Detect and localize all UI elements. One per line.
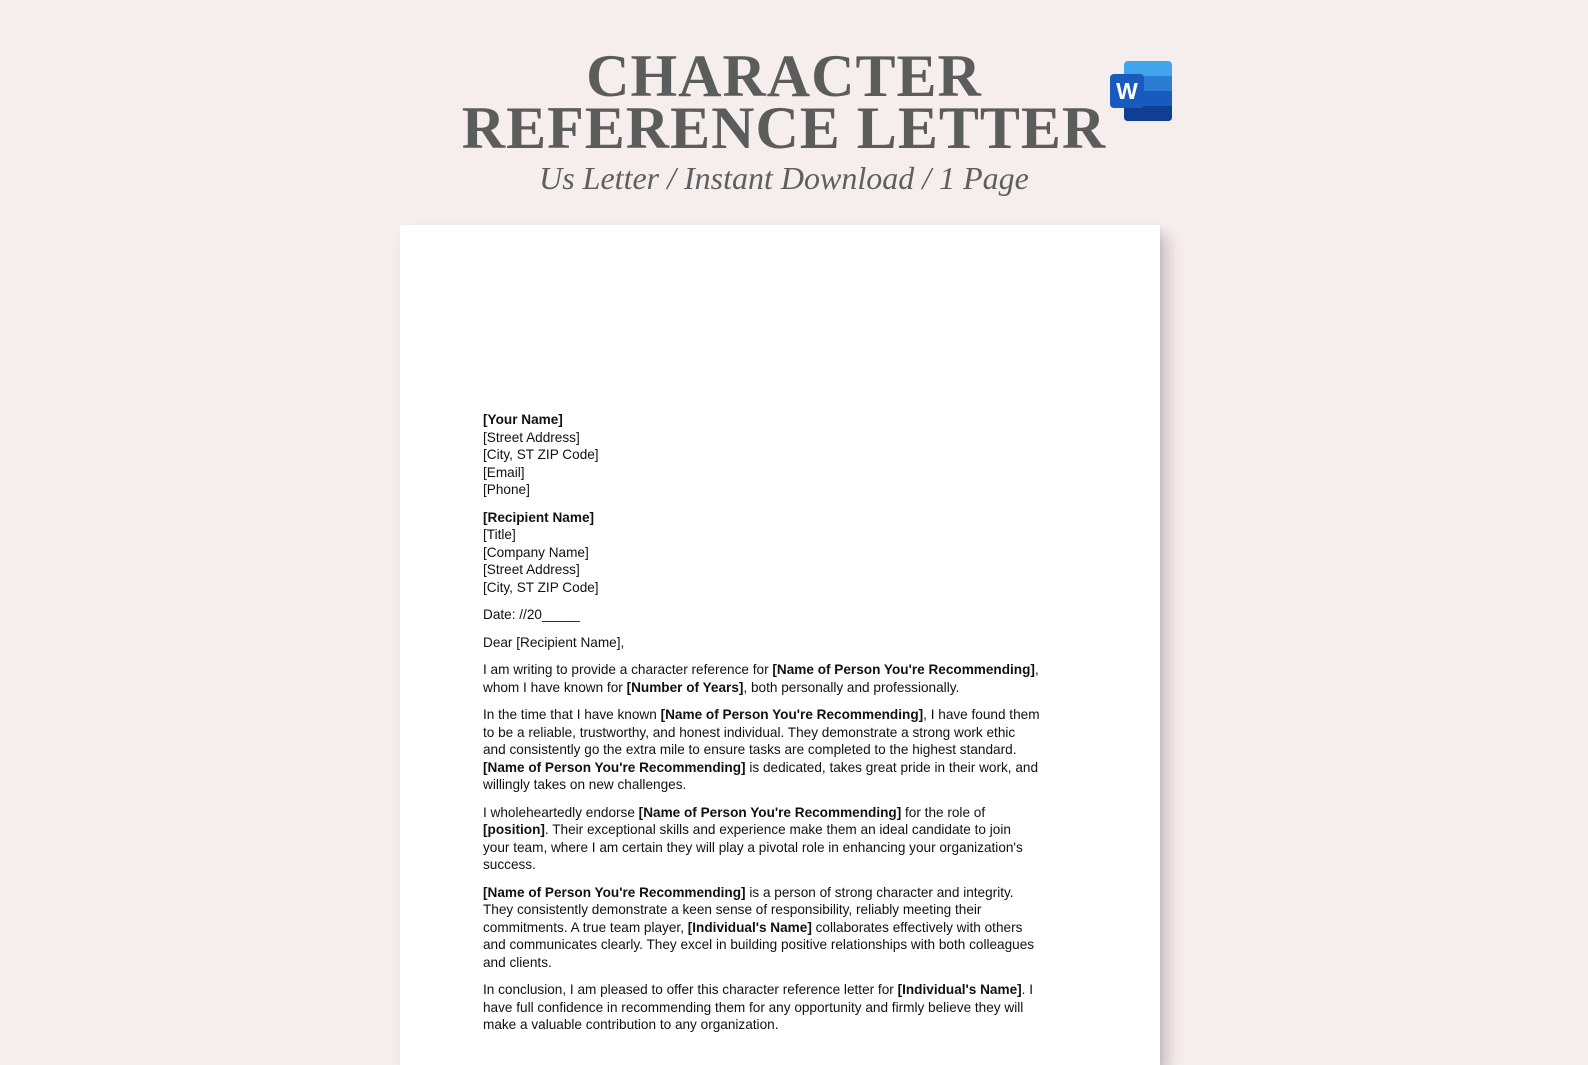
subtitle: Us Letter / Instant Download / 1 Page [539,160,1029,196]
date-line: Date: /​/20_____ [483,607,580,622]
text: , both personally and professionally. [743,679,960,695]
placeholder-years: [Number of Years] [626,679,744,695]
placeholder-name: [Name of Person You're Recommending] [772,662,1035,677]
text: have full confidence in recommending them for any opportunity and firmly believe they will [483,999,1024,1015]
text: . I [1021,982,1034,997]
text: They consistently demonstrate a keen sense of responsibility, reliably meeting their [483,902,982,917]
paragraph-5 [483,981,1083,1034]
text: for the role of [901,804,986,820]
text: and communicates clearly. They excel in building positive relationships with both colleagues [483,937,1035,952]
text: is a person of strong character and integrity. [745,884,1014,900]
sender-name: [Your Name] [483,412,563,427]
title-line-2: REFERENCE LETTER [461,95,1107,161]
recipient-street: [Street Address] [483,562,580,577]
recipient-company: [Company Name] [483,544,589,560]
paragraph-2 [483,706,1083,794]
sender-street: [Street Address] [483,429,580,445]
text: willingly takes on new challenges. [483,777,687,792]
text: , I have found them [923,707,1040,722]
text: is dedicated, takes great pride in their work, and [745,759,1039,775]
letter-page [400,225,1160,1065]
recipient-name: [Recipient Name] [483,509,595,525]
placeholder-name: [Name of Person You're Recommending] [638,804,902,820]
placeholder-individual: [Individual's Name] [687,919,812,935]
text: make a valuable contribution to any organization. [483,1017,779,1032]
recipient-block [483,509,1083,597]
placeholder-position: [position] [483,822,545,837]
text: and clients. [483,954,552,970]
text: . Their exceptional skills and experience make them an ideal candidate to join [544,822,1011,837]
sender-phone: [Phone] [483,482,530,497]
text: whom I have known for [483,679,627,695]
word-icon-letter: W [1116,78,1138,104]
sender-city: [City, ST ZIP Code] [483,447,599,462]
letter-body [483,411,1083,1044]
paragraph-3 [483,804,1083,874]
text: to be a reliable, trustworthy, and honest individual. They demonstrate a strong work ethic [483,724,1016,740]
title-line-1: CHARACTER [586,43,982,109]
salutation: Dear [Recipient Name], [483,634,625,650]
placeholder-name: [Name of Person You're Recommending] [483,759,746,775]
text: In the time that I have known [483,707,661,722]
paragraph-1 [483,661,1083,696]
text: success. [483,857,536,872]
text: I am writing to provide a character reference for [483,662,773,677]
text: your team, where I am certain they will play a pivotal role in enhancing your organization's [483,839,1023,855]
text: commitments. A true team player, [483,919,688,935]
text: collaborates effectively with others [811,919,1023,935]
text: In conclusion, I am pleased to offer this character reference letter for [483,982,898,997]
paragraph-4 [483,884,1083,972]
banner [0,43,1568,198]
text: and consistently go the extra mile to ensure tasks are completed to the highest standard. [483,742,1017,757]
recipient-city: [City, ST ZIP Code] [483,579,599,595]
recipient-title: [Title] [483,527,516,542]
word-icon [1110,61,1174,121]
placeholder-name: [Name of Person You're Recommending] [660,707,924,722]
placeholder-name: [Name of Person You're Recommending] [483,884,746,900]
text: I wholeheartedly endorse [483,804,639,820]
sender-block [483,411,1083,499]
placeholder-individual: [Individual's Name] [897,982,1022,997]
text: , [1034,662,1039,677]
sender-email: [Email] [483,464,525,480]
